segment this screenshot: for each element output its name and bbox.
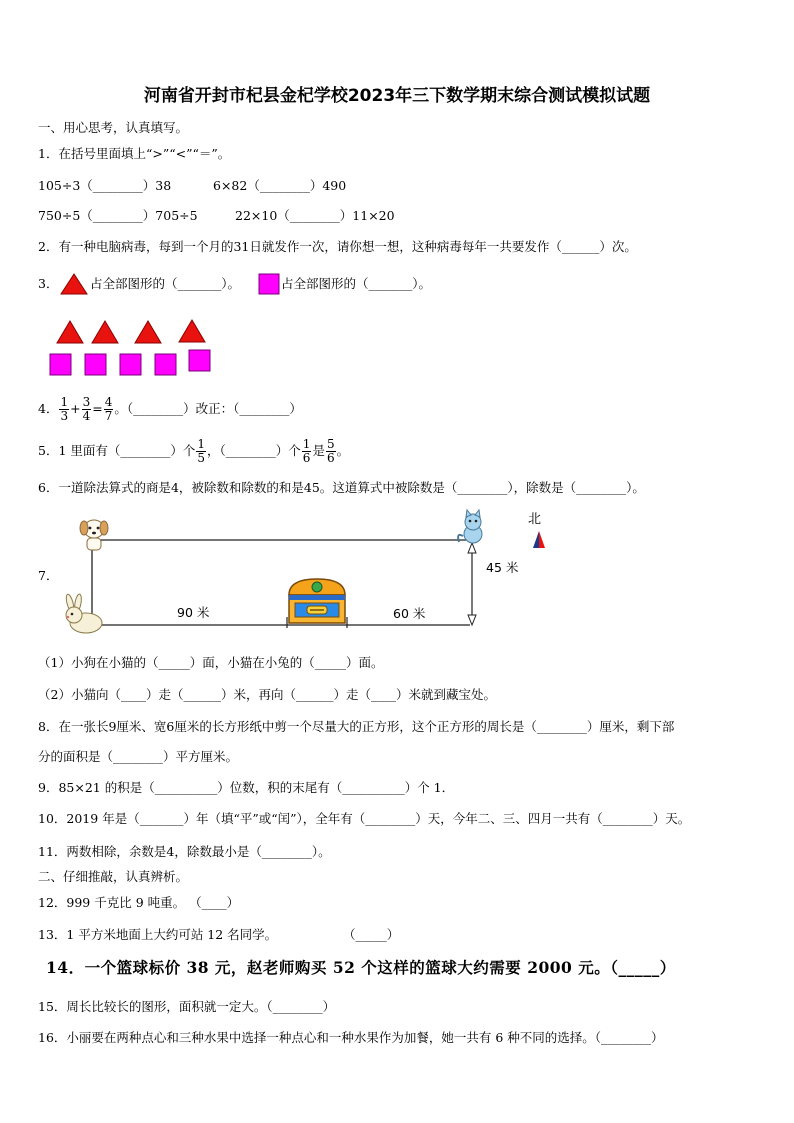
frac-numerator: 1 bbox=[197, 437, 206, 451]
north-label: 北 bbox=[528, 512, 542, 527]
question-8-line-2: 分的面积是（________）平方厘米。 bbox=[38, 749, 239, 764]
question-4-tail: 。（________）改正：（________） bbox=[114, 401, 302, 416]
question-12: 12．999 千克比 9 吨重。 （____） bbox=[38, 895, 240, 910]
plus-sign: + bbox=[70, 401, 81, 416]
question-1-c: 750÷5（________）705÷5 bbox=[38, 208, 198, 223]
question-9: 9．85×21 的积是（__________）位数，积的末尾有（__________）个 1． bbox=[38, 780, 455, 795]
frac-numerator: 5 bbox=[326, 437, 335, 451]
frac-denominator: 6 bbox=[326, 451, 335, 465]
frac-denominator: 3 bbox=[60, 409, 69, 423]
question-5-part-b: ，（________）个 bbox=[207, 443, 301, 458]
frac-numerator: 1 bbox=[302, 437, 311, 451]
treasure-chest-icon bbox=[287, 577, 347, 625]
frac-numerator: 1 bbox=[60, 395, 69, 409]
question-5-part-c: 是 bbox=[312, 443, 325, 458]
dog-icon bbox=[78, 516, 110, 552]
question-7-sub-2: （2）小猫向（____）走（______）米，再向（______）走（____）米就到藏宝处。 bbox=[38, 687, 496, 702]
question-8-line-1: 8．在一张长9厘米、宽6厘米的长方形纸中剪一个尽量大的正方形，这个正方形的周长是（________）厘米，剩下部 bbox=[38, 719, 675, 734]
question-6: 6．一道除法算式的商是4，被除数和除数的和是45。这道算式中被除数是（________），除数是（________）。 bbox=[38, 480, 645, 495]
distance-60m: 60 米 bbox=[393, 606, 426, 621]
frac-denominator: 4 bbox=[82, 409, 91, 423]
question-5-part-a: 5．1 里面有（________）个 bbox=[38, 443, 196, 458]
question-7-sub-1: （1）小狗在小猫的（_____）面，小猫在小兔的（_____）面。 bbox=[38, 655, 384, 670]
question-7-number: 7． bbox=[38, 568, 59, 583]
frac-denominator: 7 bbox=[104, 409, 113, 423]
question-2: 2．有一种电脑病毒，每到一个月的31日就发作一次，请你想一想，这种病毒每年一共要发作（______）次。 bbox=[38, 239, 637, 254]
question-16: 16．小丽要在两种点心和三种水果中选择一种点心和一种水果作为加餐，她一共有 6 种不同的选择。（________） bbox=[38, 1030, 664, 1045]
frac-denominator: 6 bbox=[302, 451, 311, 465]
cat-icon bbox=[455, 510, 491, 546]
question-15: 15．周长比较长的图形，面积就一定大。（________） bbox=[38, 999, 336, 1014]
distance-90m: 90 米 bbox=[177, 605, 210, 620]
question-1-b: 6×82（________）490 bbox=[213, 178, 347, 193]
question-3-number: 3． bbox=[38, 276, 59, 291]
distance-45m: 45 米 bbox=[486, 560, 519, 575]
compass-arrow-icon bbox=[532, 531, 546, 549]
frac-numerator: 3 bbox=[82, 395, 91, 409]
question-3-triangle-text: 占全部图形的（_______）。 bbox=[90, 276, 241, 291]
frac-numerator: 4 bbox=[104, 395, 113, 409]
page-title: 河南省开封市杞县金杞学校2023年三下数学期末综合测试模拟试题 bbox=[143, 86, 651, 106]
question-4-number: 4． bbox=[38, 401, 59, 416]
question-14: 14．一个篮球标价 38 元，赵老师购买 52 个这样的篮球大约需要 2000 元。（_____） bbox=[46, 958, 676, 977]
question-1-a: 105÷3（________）38 bbox=[38, 178, 172, 193]
section-1-heading: 一、用心思考，认真填写。 bbox=[38, 120, 189, 135]
question-3-square-text: 占全部图形的（_______）。 bbox=[281, 276, 432, 291]
question-11: 11．两数相除，余数是4，除数最小是（________）。 bbox=[38, 844, 331, 859]
question-13: 13．1 平方米地面上大约可站 12 名同学。 bbox=[38, 927, 278, 942]
rabbit-icon bbox=[58, 595, 108, 635]
question-10: 10．2019 年是（_______）年（填“平”或“闰”），全年有（________）天，今年二、三、四月一共有（________）天。 bbox=[38, 811, 691, 826]
question-1-stem: 1．在括号里面填上“>”“<”“＝”。 bbox=[38, 146, 231, 161]
question-5-part-d: 。 bbox=[336, 443, 350, 458]
question-1-d: 22×10（________）11×20 bbox=[235, 208, 395, 223]
equals-sign: = bbox=[92, 401, 103, 416]
question-13-blank: （_____） bbox=[343, 927, 400, 942]
section-2-heading: 二、仔细推敲，认真辨析。 bbox=[38, 869, 189, 884]
frac-denominator: 5 bbox=[197, 451, 206, 465]
